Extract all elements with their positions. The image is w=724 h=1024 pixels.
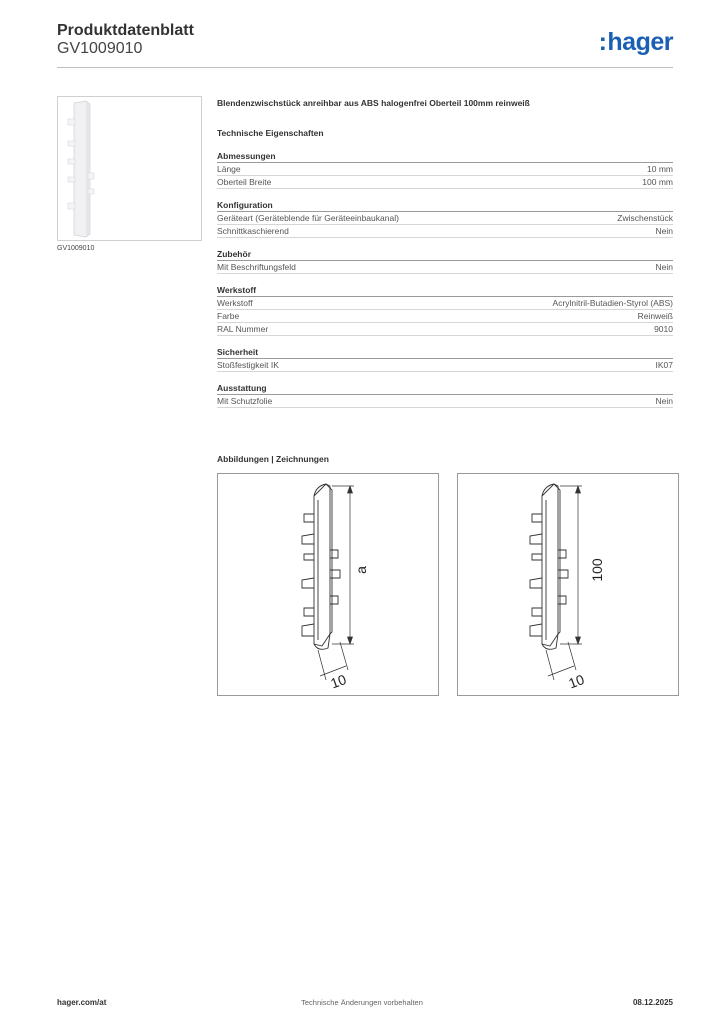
property-value: Nein [655,262,673,272]
drawing-1-width-label: 10 [328,671,349,692]
property-value: 100 mm [642,177,673,187]
property-row [217,261,673,274]
section-title: Zubehör [217,248,673,261]
property-value: Zwischenstück [617,213,673,223]
section-abmessungen [217,150,673,189]
property-value: Nein [655,226,673,236]
footer-date: 08.12.2025 [632,998,673,1007]
property-value: Reinweiß [637,311,673,321]
property-value: 9010 [654,324,673,334]
section-zubehoer [217,248,673,274]
property-label: Schnittkaschierend [217,226,289,236]
property-label: Mit Beschriftungsfeld [217,262,296,272]
property-label: Mit Schutzfolie [217,396,273,406]
property-value: 10 mm [647,164,673,174]
property-label: Stoßfestigkeit IK [217,360,279,370]
footer-disclaimer: Technische Änderungen vorbehalten [301,998,423,1007]
property-label: RAL Nummer [217,324,269,334]
document-title: Produktdatenblatt [57,22,194,39]
technical-drawing-2-image [458,474,678,695]
product-thumbnail [57,96,202,241]
property-label: Werkstoff [217,298,253,308]
property-row [217,359,673,372]
section-title: Abmessungen [217,150,673,163]
thumbnail-caption: GV1009010 [57,245,95,252]
drawing-1-height-label: a [353,566,369,574]
property-row [217,323,673,336]
section-sicherheit [217,346,673,372]
drawing-2-height-label: 100 [589,558,605,582]
footer-website-link[interactable]: hager.com/at [57,998,107,1007]
property-value: IK07 [655,360,673,370]
section-ausstattung [217,382,673,408]
property-label: Länge [217,164,241,174]
page-header [57,20,673,68]
drawings-heading: Abbildungen | Zeichnungen [217,454,329,464]
technical-properties-heading: Technische Eigenschaften [217,128,324,138]
hager-logo [599,28,673,57]
section-title: Konfiguration [217,199,673,212]
section-werkstoff [217,284,673,336]
product-details [217,96,673,408]
property-row [217,395,673,408]
technical-drawing-2 [457,473,679,696]
property-row [217,225,673,238]
property-value: Acrylnitril-Butadien-Styrol (ABS) [552,298,673,308]
logo-mark-icon: : [598,28,607,56]
property-label: Oberteil Breite [217,177,272,187]
product-thumbnail-image [58,97,201,240]
property-value: Nein [655,396,673,406]
technical-drawing-1-image [218,474,438,695]
property-label: Geräteart (Geräteblende für Geräteeinbaukanal) [217,213,399,223]
article-number: GV1009010 [57,40,143,57]
logo-text: hager [607,28,673,56]
drawing-2-width-label: 10 [566,671,587,692]
property-row [217,176,673,189]
property-row [217,212,673,225]
section-konfiguration [217,199,673,238]
product-title: Blendenzwischstück anreihbar aus ABS halogenfrei Oberteil 100mm reinweiß [217,98,530,108]
technical-drawing-1 [217,473,439,696]
property-row [217,310,673,323]
section-title: Sicherheit [217,346,673,359]
property-row [217,163,673,176]
section-title: Werkstoff [217,284,673,297]
property-row [217,297,673,310]
property-label: Farbe [217,311,240,321]
section-title: Ausstattung [217,382,673,395]
